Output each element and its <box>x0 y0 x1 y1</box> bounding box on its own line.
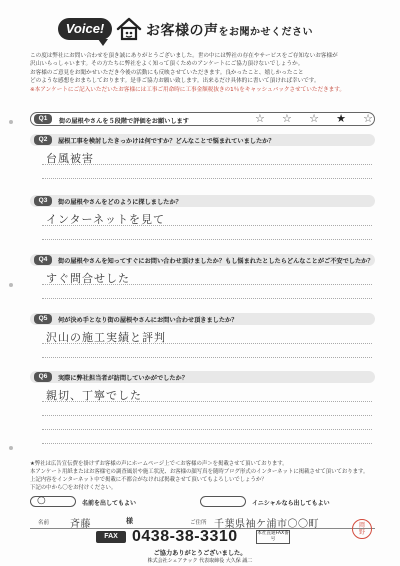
answer-line <box>42 343 372 344</box>
q1-number: Q1 <box>34 114 52 124</box>
intro-line: お客様のご意見をお聞かせいただき今後の活動にも反映させていただきます。良かったこと、嬉しかったこと <box>30 69 304 76</box>
honorific: 様 <box>126 517 133 525</box>
page-title <box>146 20 313 40</box>
question-number: Q2 <box>34 135 52 145</box>
answer-line <box>42 178 372 179</box>
question-number: Q6 <box>34 372 52 382</box>
answer-line <box>42 239 372 240</box>
thanks-text: ご協力ありがとうございました。 <box>153 550 247 557</box>
answer-line <box>42 225 372 226</box>
fax-row <box>96 530 296 544</box>
answer-field[interactable]: 沢山の施工実績と評判 <box>46 331 166 344</box>
star-icon[interactable]: ☆ <box>363 112 373 125</box>
circle-mark-icon: ○ <box>37 495 46 506</box>
voice-badge: Voice! <box>58 18 112 40</box>
answer-line <box>42 284 372 285</box>
answer-field[interactable]: 台風被害 <box>46 152 94 165</box>
question-q5 <box>30 313 375 373</box>
question-text: 何が決め手となり街の屋根やさんにお問い合わせ頂きましたか？ <box>58 317 238 324</box>
company-name: 株式会社シェアテック 代表取締役 大久保 誠二 <box>147 558 253 564</box>
option-name-label: 名前を出してもよい <box>82 500 137 507</box>
consent-options <box>30 496 375 507</box>
question-number: Q5 <box>34 314 52 324</box>
answer-field[interactable]: 親切、丁寧でした <box>46 389 142 402</box>
intro-line: この度は弊社にお問い合わせを頂き誠にありがとうございました。世の中には弊社の存在やサービスをご存知ないお客様が <box>30 53 338 59</box>
intro-text <box>30 52 375 94</box>
name-label: 名前 <box>38 520 50 526</box>
question-text: 実際に弊社担当者が訪問していかがでしたか？ <box>58 375 188 382</box>
intro-line: どのような感想をおまちしております。是非ご協力お願い致します。出来るだけ具体的に書いて頂ければ幸いです。 <box>30 78 320 85</box>
q1-text: 街の屋根やさんを５段階で評価をお願いします <box>59 118 189 125</box>
fax-number: 0438-38-3310 <box>132 528 238 545</box>
consent-line: ★弊社は広告宣伝費を掛けずお客様の声にホームページ上で＜お客様の声＞を掲載させて頂いております。 <box>30 461 288 467</box>
title-main: お客様の声 <box>146 23 219 39</box>
answer-line <box>42 401 372 402</box>
question-q4 <box>30 254 375 314</box>
seal-stamp: 岡 野 <box>352 519 372 539</box>
question-text: 街の屋根やさんをどのように探しましたか？ <box>58 199 182 206</box>
answer-line <box>42 298 372 299</box>
answer-field[interactable]: すぐ問合せした <box>46 272 130 285</box>
consent-line: 本アンケート用紙またはお客様宅の調査風景や施工状況、お客様の顔写真を随時ブログ形式のインターネットに掲載させて頂いております。 <box>30 469 369 475</box>
binder-holes <box>7 0 15 566</box>
title-suffix: をお聞かせください <box>218 27 313 38</box>
question-header <box>30 195 375 207</box>
question-text: 街の屋根やさんを知ってすぐにお問い合わせ頂けましたか？もし悩まれたとしたらどんなことがご不安でしたか？ <box>58 258 374 265</box>
cashback-note: ※本アンケートにご記入いただいたお客様には工事ご用命時に工事金額税抜きの1％をキャッシュバックさせていただきます。 <box>30 86 346 93</box>
address-field[interactable]: 千葉県袖ケ浦市〇〇町 <box>214 519 319 530</box>
name-field[interactable]: 斉藤 <box>70 519 91 530</box>
address-label: ご住所 <box>190 520 207 526</box>
star-icon[interactable]: ☆ <box>282 112 292 125</box>
question-number: Q3 <box>34 196 52 206</box>
question-q6 <box>30 371 375 451</box>
q1-rating <box>30 112 375 126</box>
answer-line <box>42 415 372 416</box>
publication-consent-text <box>30 460 375 492</box>
fax-note: 本社直通FAX番号 <box>257 531 289 542</box>
answer-line <box>42 429 372 430</box>
consent-line: 上記内容をインターネット中で掲載に不都合がなければ掲載させて頂いてもよろしいでしょうか？ <box>30 477 267 483</box>
question-header <box>30 254 375 266</box>
star-icon-selected[interactable]: ★ <box>336 112 346 125</box>
house-icon <box>116 16 142 42</box>
option-initial-label: イニシャルなら出してもよい <box>252 500 330 507</box>
consent-line: 下記の中から〇をお付けください。 <box>30 485 117 491</box>
answer-line <box>42 357 372 358</box>
question-q2 <box>30 134 375 194</box>
option-name-checkbox[interactable] <box>30 496 76 507</box>
intro-line: 沢山いらっしゃいます。その方たちに弊社をよく知って頂くためのアンケートにご協力頂けないでしょうか。 <box>30 61 304 68</box>
question-text: 屋根工事を検討したきっかけは何ですか？どんなことで悩まれていましたか？ <box>58 138 275 145</box>
star-icon[interactable]: ☆ <box>309 112 319 125</box>
star-rating[interactable] <box>255 112 373 126</box>
question-header <box>30 313 375 325</box>
header <box>58 14 358 48</box>
signature-row <box>30 513 375 529</box>
answer-line <box>42 164 372 165</box>
question-number: Q4 <box>34 255 52 265</box>
question-header <box>30 371 375 383</box>
star-icon[interactable]: ☆ <box>255 112 265 125</box>
option-initial-checkbox[interactable] <box>200 496 246 507</box>
question-header <box>30 134 375 146</box>
answer-field[interactable]: インターネットを見て <box>46 213 166 226</box>
answer-line <box>42 443 372 444</box>
fax-icon: FAX <box>96 531 126 543</box>
question-q3 <box>30 195 375 255</box>
